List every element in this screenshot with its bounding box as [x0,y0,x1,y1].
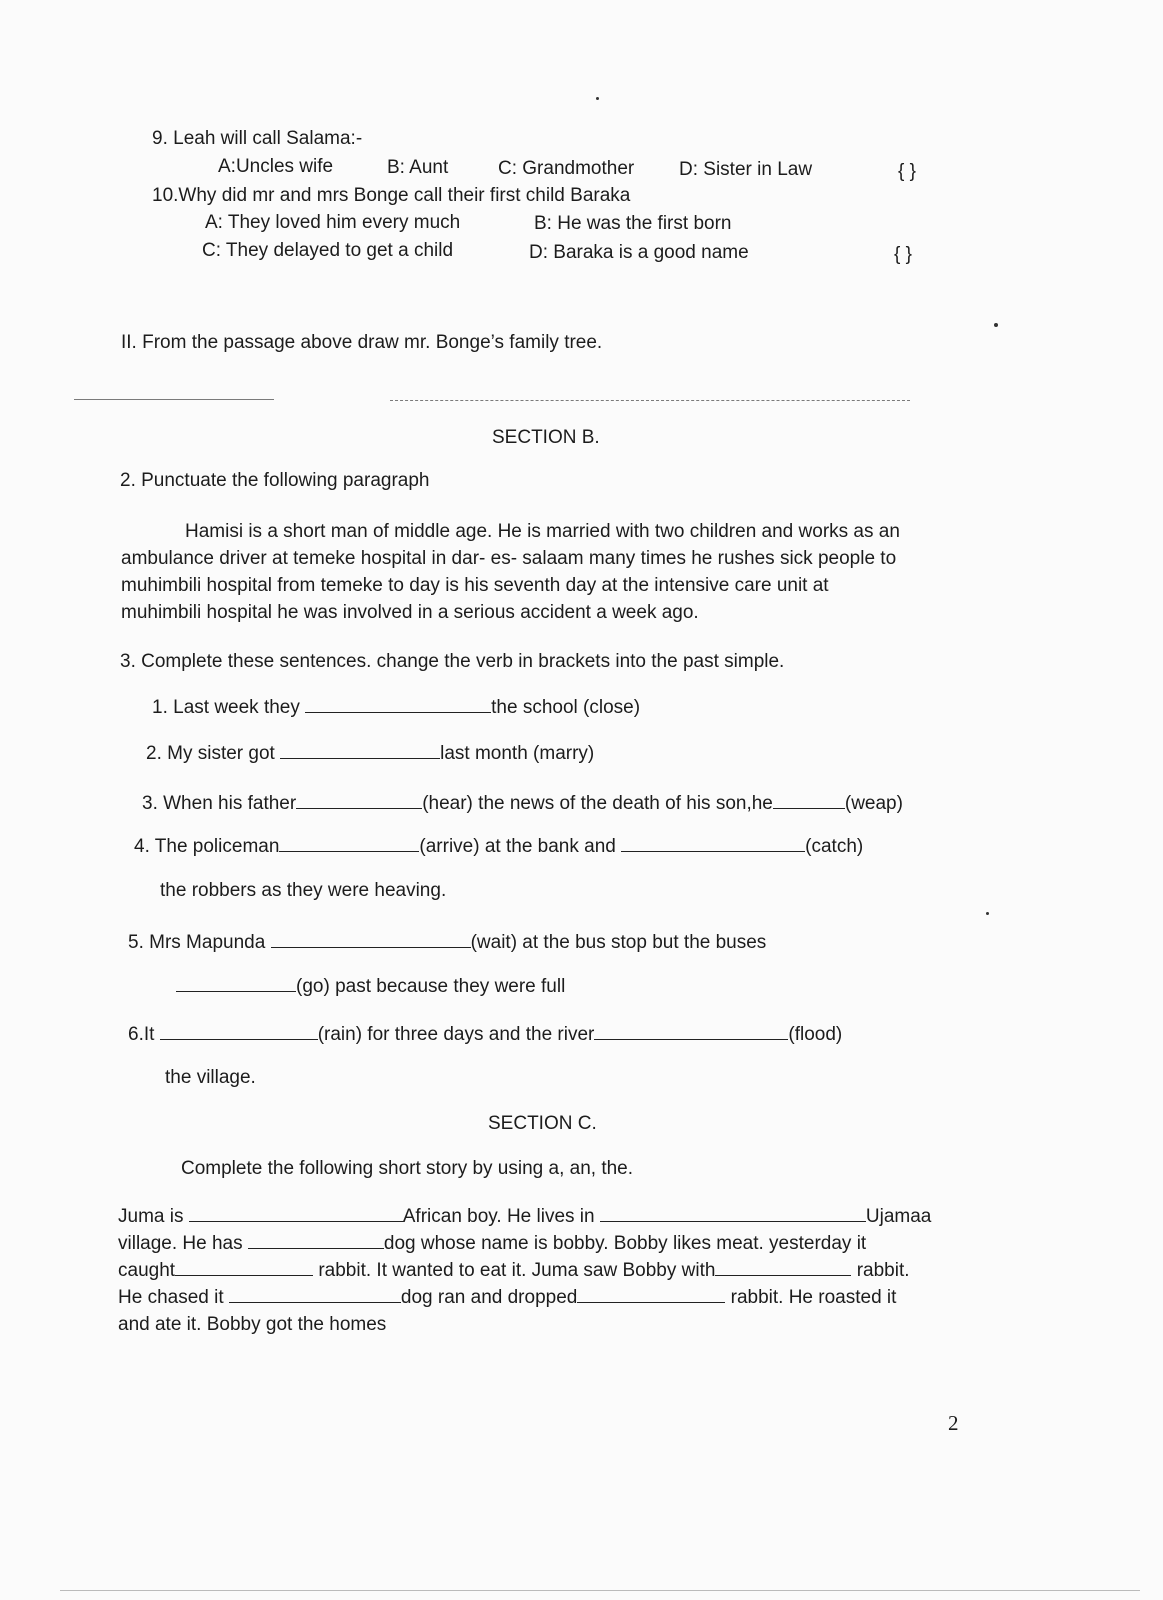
divider-line [74,399,274,400]
q3-item-3: 3. When his father (hear) the news of the death of his son,he (weap) [142,790,903,815]
page-number: 2 [948,1411,959,1435]
q9-option-c: C: Grandmother [498,158,635,179]
q-ii-family-tree: II. From the passage above draw mr. Bonge’s family tree. [121,332,603,353]
q9-option-b: B: Aunt [387,157,449,178]
paragraph-line: muhimbili hospital he was involved in a serious accident a week ago. [121,602,699,623]
section-b-title: SECTION B. [492,427,600,448]
q9-option-d: D: Sister in Law [679,159,813,180]
q3-item-5-continuation: (go) past because they were full [176,973,565,998]
q10-stem: 10.Why did mr and mrs Bonge call their first child Baraka [152,185,631,206]
answer-blank[interactable] [176,973,296,992]
answer-blank[interactable] [715,1257,851,1276]
answer-blank[interactable] [175,1257,313,1276]
q9-stem: 9. Leah will call Salama:- [152,128,363,149]
answer-blank[interactable] [248,1230,384,1249]
answer-blank[interactable] [600,1203,866,1222]
q10-option-c: C: They delayed to get a child [202,240,454,261]
section-c-instruction: Complete the following short story by using a, an, the. [181,1158,634,1179]
story-line: Juma is African boy. He lives in Ujamaa [118,1203,998,1230]
q3-title: 3. Complete these sentences. change the verb in brackets into the past simple. [120,651,785,672]
short-story [118,1203,998,1338]
paragraph-line: muhimbili hospital from temeke to day is his seventh day at the intensive care unit at [121,575,829,596]
q3-item-6-continuation: the village. [165,1067,256,1088]
scan-speck [994,323,998,327]
answer-blank[interactable] [189,1203,403,1222]
answer-blank[interactable] [279,833,419,852]
q3-item-6: 6.It (rain) for three days and the river (flood) [128,1021,842,1046]
paragraph-line: ambulance driver at temeke hospital in dar- es- salaam many times he rushes sick people to [121,548,897,569]
q9-option-a: A:Uncles wife [218,156,334,177]
q10-option-a: A: They loved him every much [205,212,461,233]
answer-blank[interactable] [271,929,471,948]
q10-answer-box: { } [894,244,912,265]
answer-blank[interactable] [594,1021,788,1040]
q9-answer-box: { } [898,161,916,182]
q2-title: 2. Punctuate the following paragraph [120,470,430,491]
section-c-title: SECTION C. [488,1113,597,1134]
answer-blank[interactable] [160,1021,318,1040]
answer-blank[interactable] [577,1284,725,1303]
q3-item-4-continuation: the robbers as they were heaving. [160,880,447,901]
q3-item-5: 5. Mrs Mapunda (wait) at the bus stop but the buses [128,929,766,954]
story-line: village. He has dog whose name is bobby. Bobby likes meat. yesterday it [118,1230,998,1257]
divider-line [390,400,910,401]
scan-edge [60,1590,1140,1591]
story-line: He chased it dog ran and dropped rabbit. He roasted it [118,1284,998,1311]
q10-option-d: D: Baraka is a good name [529,242,749,263]
answer-blank[interactable] [229,1284,401,1303]
q10-option-b: B: He was the first born [534,213,732,234]
q3-item-4: 4. The policeman (arrive) at the bank and (catch) [134,833,863,858]
answer-blank[interactable] [621,833,805,852]
story-line: and ate it. Bobby got the homes [118,1314,387,1335]
answer-blank[interactable] [296,790,422,809]
paragraph-line: Hamisi is a short man of middle age. He is married with two children and works as an [185,521,900,542]
answer-blank[interactable] [280,740,440,759]
story-line: caught rabbit. It wanted to eat it. Juma saw Bobby with rabbit. [118,1257,998,1284]
scan-speck [596,97,599,100]
answer-blank[interactable] [305,694,491,713]
scan-speck [986,912,989,915]
q2-paragraph [121,518,1001,626]
q3-item-2: 2. My sister got last month (marry) [146,740,594,765]
answer-blank[interactable] [773,790,845,809]
q3-item-1: 1. Last week they the school (close) [152,694,640,719]
